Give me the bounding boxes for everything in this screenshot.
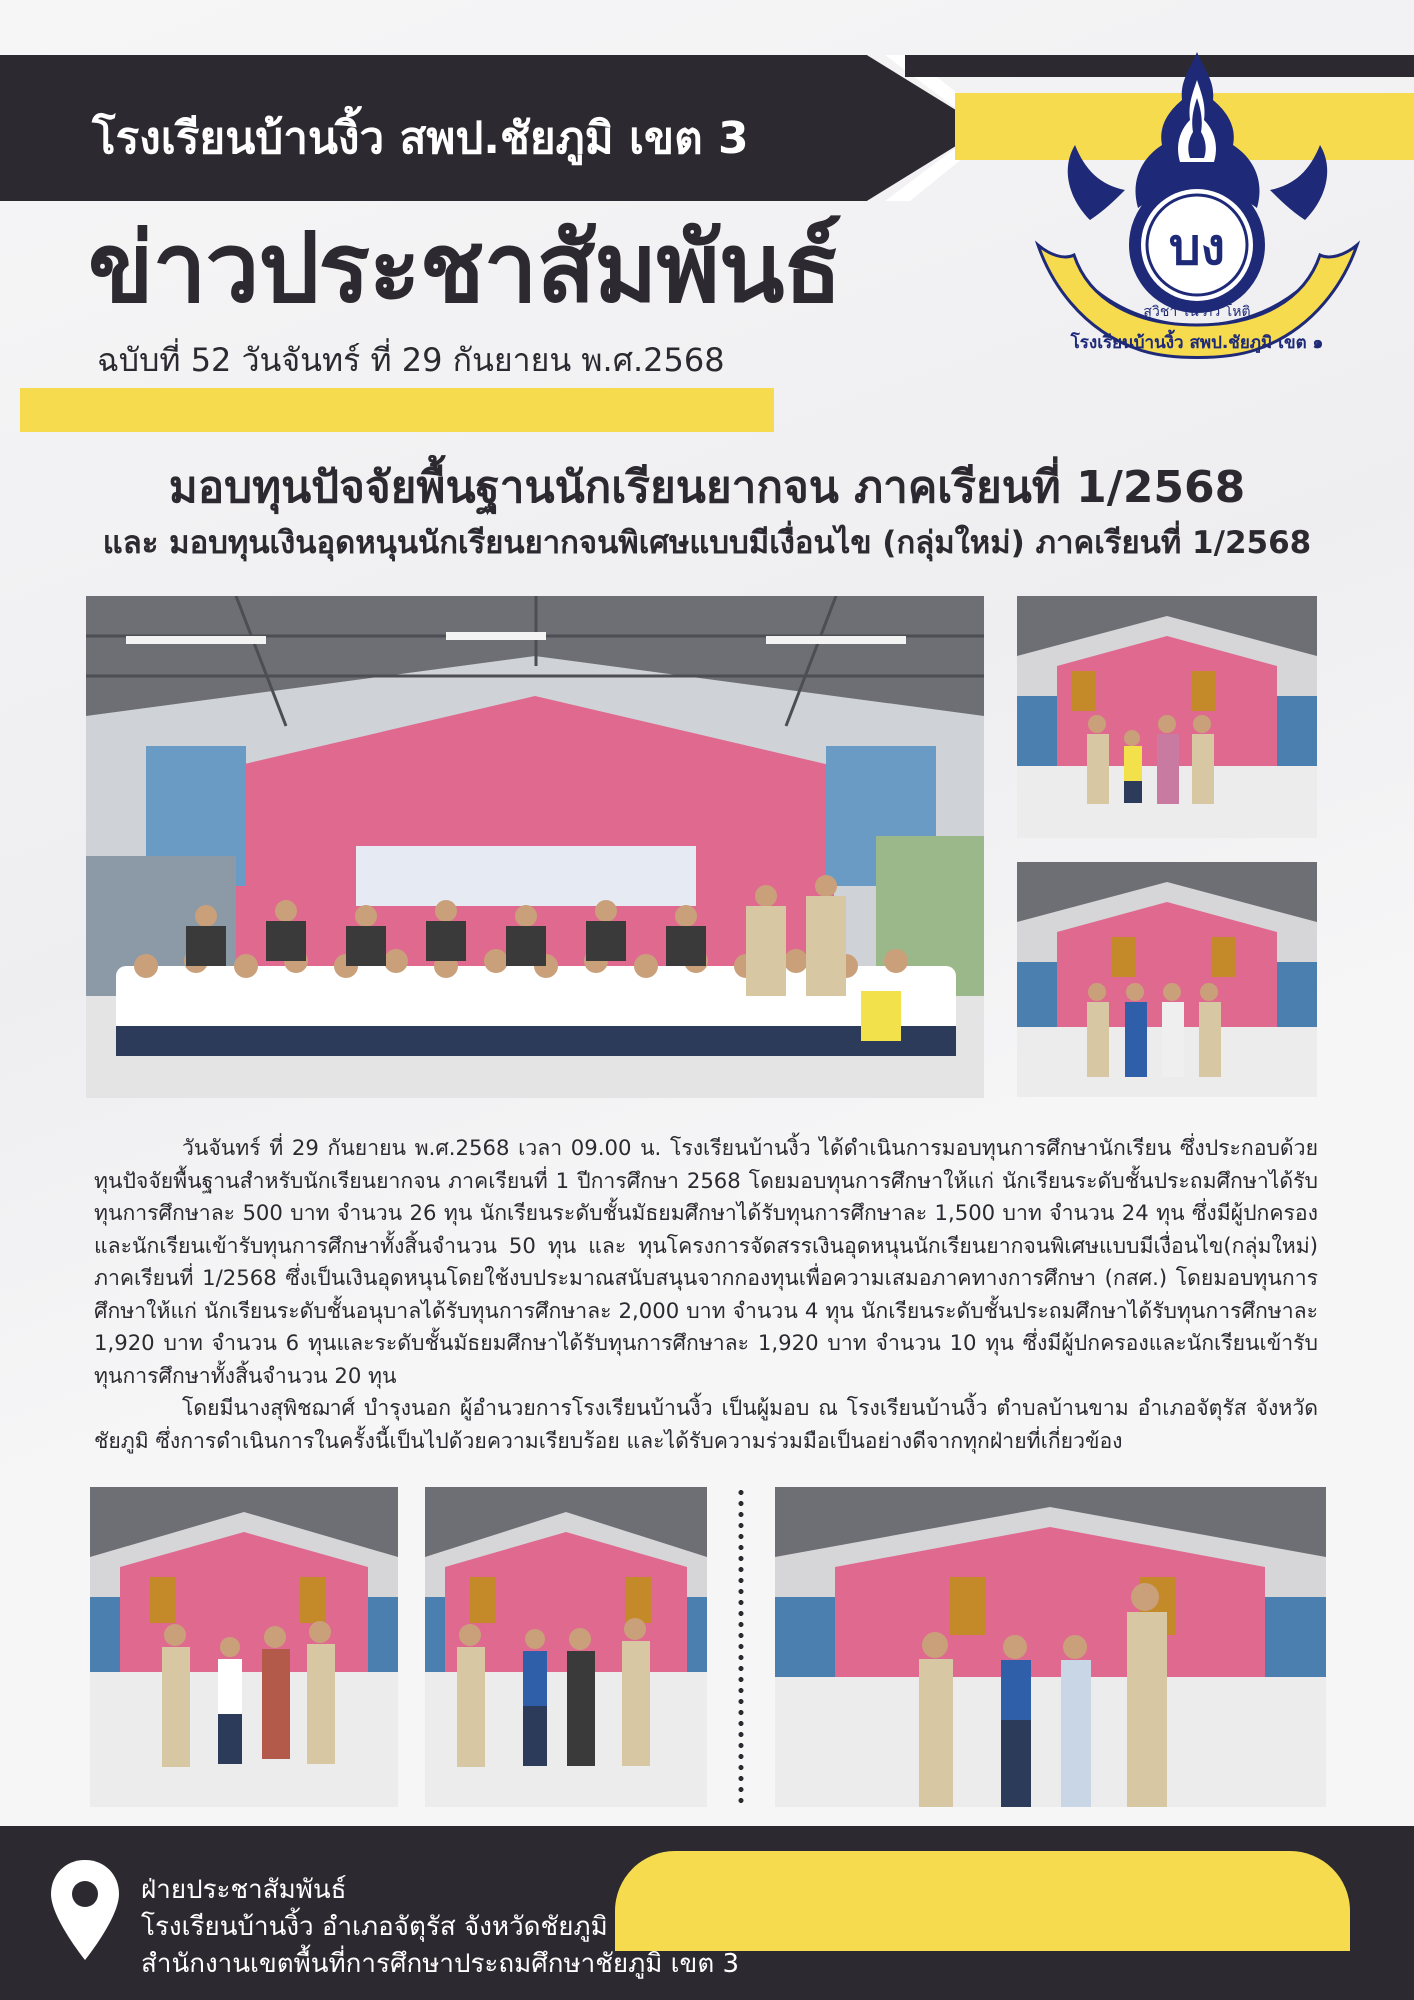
svg-text:บง: บง bbox=[1168, 218, 1226, 276]
dotted-divider bbox=[738, 1487, 744, 1809]
title-underline-bar bbox=[20, 388, 774, 432]
photo-award-2 bbox=[1017, 862, 1317, 1097]
article-paragraph-1: วันจันทร์ ที่ 29 กันยายน พ.ศ.2568 เวลา 09.00 น. โรงเรียนบ้านงิ้ว ได้ดำเนินการมอบทุนการศึกษานักเรียน ซึ่งประกอบด้วย ทุนปัจจัยพื้นฐานสำหรับนักเรียนยากจน ภาคเรียนที่ 1 ปีการศึกษา 2568 โดยมอบทุนการศึกษาให้แก่ นักเรียนระดับชั้นประถมศึกษาได้รับทุนการศึกษาละ 500 บาท จำนวน 26 ทุน นักเรียนระดับชั้นมัธยมศึกษาได้รับทุนการศึกษาละ 1,500 บาท จำนวน 24 ทุน ซึ่งมีผู้ปกครองและนักเรียนเข้ารับทุนการศึกษาทั้งสิ้นจำนวน 50 ทุน และ ทุนโครงการจัดสรรเงินอุดหนุนนักเรียนยากจนพิเศษแบบมีเงื่อนไข(กลุ่มใหม่) ภาคเรียนที่ 1/2568 ซึ่งเป็นเงินอุดหนุนโดยใช้งบประมาณสนับสนุนจากกองทุนเพื่อความเสมอภาคทางการศึกษา (กสศ.) โดยมอบทุนการศึกษาให้แก่ นักเรียนระดับชั้นอนุบาลได้รับทุนการศึกษาละ 2,000 บาท จำนวน 4 ทุน นักเรียนระดับชั้นประถมศึกษาได้รับทุนการศึกษาละ 1,920 บาท จำนวน 6 ทุนและระดับชั้นมัธยมศึกษาได้รับทุนการศึกษาละ 1,920 บาท จำนวน 10 ทุน ซึ่งมีผู้ปกครองและนักเรียนเข้ารับทุนการศึกษาทั้งสิ้นจำนวน 20 ทุน bbox=[94, 1135, 1318, 1388]
svg-text:สุวิชา โน ภวํ โหติ: สุวิชา โน ภวํ โหติ bbox=[1143, 304, 1251, 320]
footer-contact bbox=[141, 1872, 739, 1983]
article-body bbox=[94, 1132, 1318, 1457]
photo-award-1 bbox=[1017, 596, 1317, 838]
headline-primary: มอบทุนปัจจัยพื้นฐานนักเรียนยากจน ภาคเรียนที่ 1/2568 bbox=[168, 462, 1246, 513]
newsletter-title: ข่าวประชาสัมพันธ์ bbox=[88, 212, 841, 324]
school-emblem-logo bbox=[1030, 50, 1365, 380]
footer-department: ฝ่ายประชาสัมพันธ์ bbox=[141, 1875, 347, 1905]
article-paragraph-2: โดยมีนางสุพิชฌาศ์ บำรุงนอก ผู้อำนวยการโรงเรียนบ้านงิ้ว เป็นผู้มอบ ณ โรงเรียนบ้านงิ้ว ตำบลบ้านขาม อำเภอจัตุรัส จังหวัดชัยภูมิ ซึ่งการดำเนินการในครั้งนี้เป็นไปด้วยความเรียบร้อย และได้รับความร่วมมือเป็นอย่างดีจากทุกฝ่ายที่เกี่ยวข้อง bbox=[94, 1395, 1318, 1453]
photo-award-5 bbox=[775, 1487, 1326, 1807]
headline-secondary: และ มอบทุนเงินอุดหนุนนักเรียนยากจนพิเศษแบบมีเงื่อนไข (กลุ่มใหม่) ภาคเรียนที่ 1/2568 bbox=[102, 525, 1312, 561]
location-pin-icon bbox=[48, 1858, 122, 1962]
issue-date-line: ฉบับที่ 52 วันจันทร์ ที่ 29 กันยายน พ.ศ.2568 bbox=[97, 341, 725, 379]
photo-group-main bbox=[86, 596, 984, 1098]
footer-school-address: โรงเรียนบ้านงิ้ว อำเภอจัตุรัส จังหวัดชัยภูมิ bbox=[141, 1912, 608, 1942]
photo-award-3 bbox=[90, 1487, 398, 1807]
footer-office: สำนักงานเขตพื้นที่การศึกษาประถมศึกษาชัยภูมิ เขต 3 bbox=[141, 1949, 740, 1979]
school-title: โรงเรียนบ้านงิ้ว สพป.ชัยภูมิ เขต 3 bbox=[92, 113, 749, 164]
photo-award-4 bbox=[425, 1487, 707, 1807]
svg-text:โรงเรียนบ้านงิ้ว สพป.ชัยภูมิ เ: โรงเรียนบ้านงิ้ว สพป.ชัยภูมิ เขต ๑ bbox=[1070, 333, 1324, 353]
